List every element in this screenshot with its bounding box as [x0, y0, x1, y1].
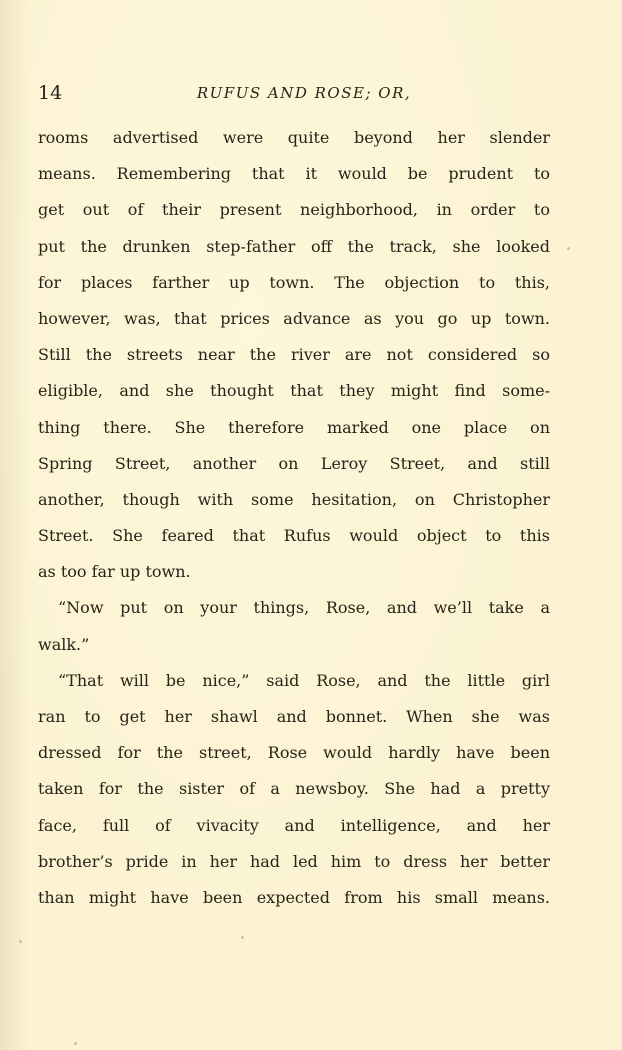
text-line: dressed for the street, Rose would hardly have been [38, 743, 550, 763]
text-line-paragraph-start: “Now put on your things, Rose, and we’ll take a [58, 598, 550, 618]
text-line: thing there. She therefore marked one place on [38, 417, 550, 437]
body-text [38, 128, 550, 924]
text-line: brother’s pride in her had led him to dress her better [38, 851, 550, 871]
text-line: Still the streets near the river are not considered so [38, 345, 550, 365]
text-line: than might have been expected from his small means. [38, 887, 550, 907]
text-line: eligible, and she thought that they might find some- [38, 381, 550, 401]
text-line: face, full of vivacity and intelligence, and her [38, 815, 550, 835]
text-line-paragraph-start: “That will be nice,” said Rose, and the little girl [58, 670, 550, 690]
text-line-paragraph-end: walk.” [38, 634, 90, 654]
text-line: however, was, that prices advance as you go up town. [38, 308, 550, 328]
text-line: another, though with some hesitation, on Christopher [38, 489, 550, 509]
running-head [38, 78, 550, 108]
text-line: put the drunken step-father off the track, she looked [38, 236, 550, 256]
paper-speck [74, 1042, 77, 1045]
text-line: ran to get her shawl and bonnet. When she was [38, 707, 550, 726]
text-line-paragraph-end: as too far up town. [38, 562, 191, 582]
page-number: 14 [38, 82, 63, 104]
paper-speck [241, 936, 244, 939]
running-title: RUFUS AND ROSE; OR, [196, 84, 412, 102]
text-line: rooms advertised were quite beyond her slender [38, 128, 550, 147]
text-line: get out of their present neighborhood, in order to [38, 200, 550, 220]
paper-speck [19, 940, 22, 943]
text-line: Spring Street, another on Leroy Street, and still [38, 453, 550, 473]
paper-speck [567, 247, 570, 250]
text-line: taken for the sister of a newsboy. She had a pretty [38, 779, 550, 799]
text-line: for places farther up town. The objection to this, [38, 272, 550, 292]
text-line: means. Remembering that it would be prudent to [38, 164, 550, 184]
text-line: Street. She feared that Rufus would object to this [38, 526, 550, 546]
